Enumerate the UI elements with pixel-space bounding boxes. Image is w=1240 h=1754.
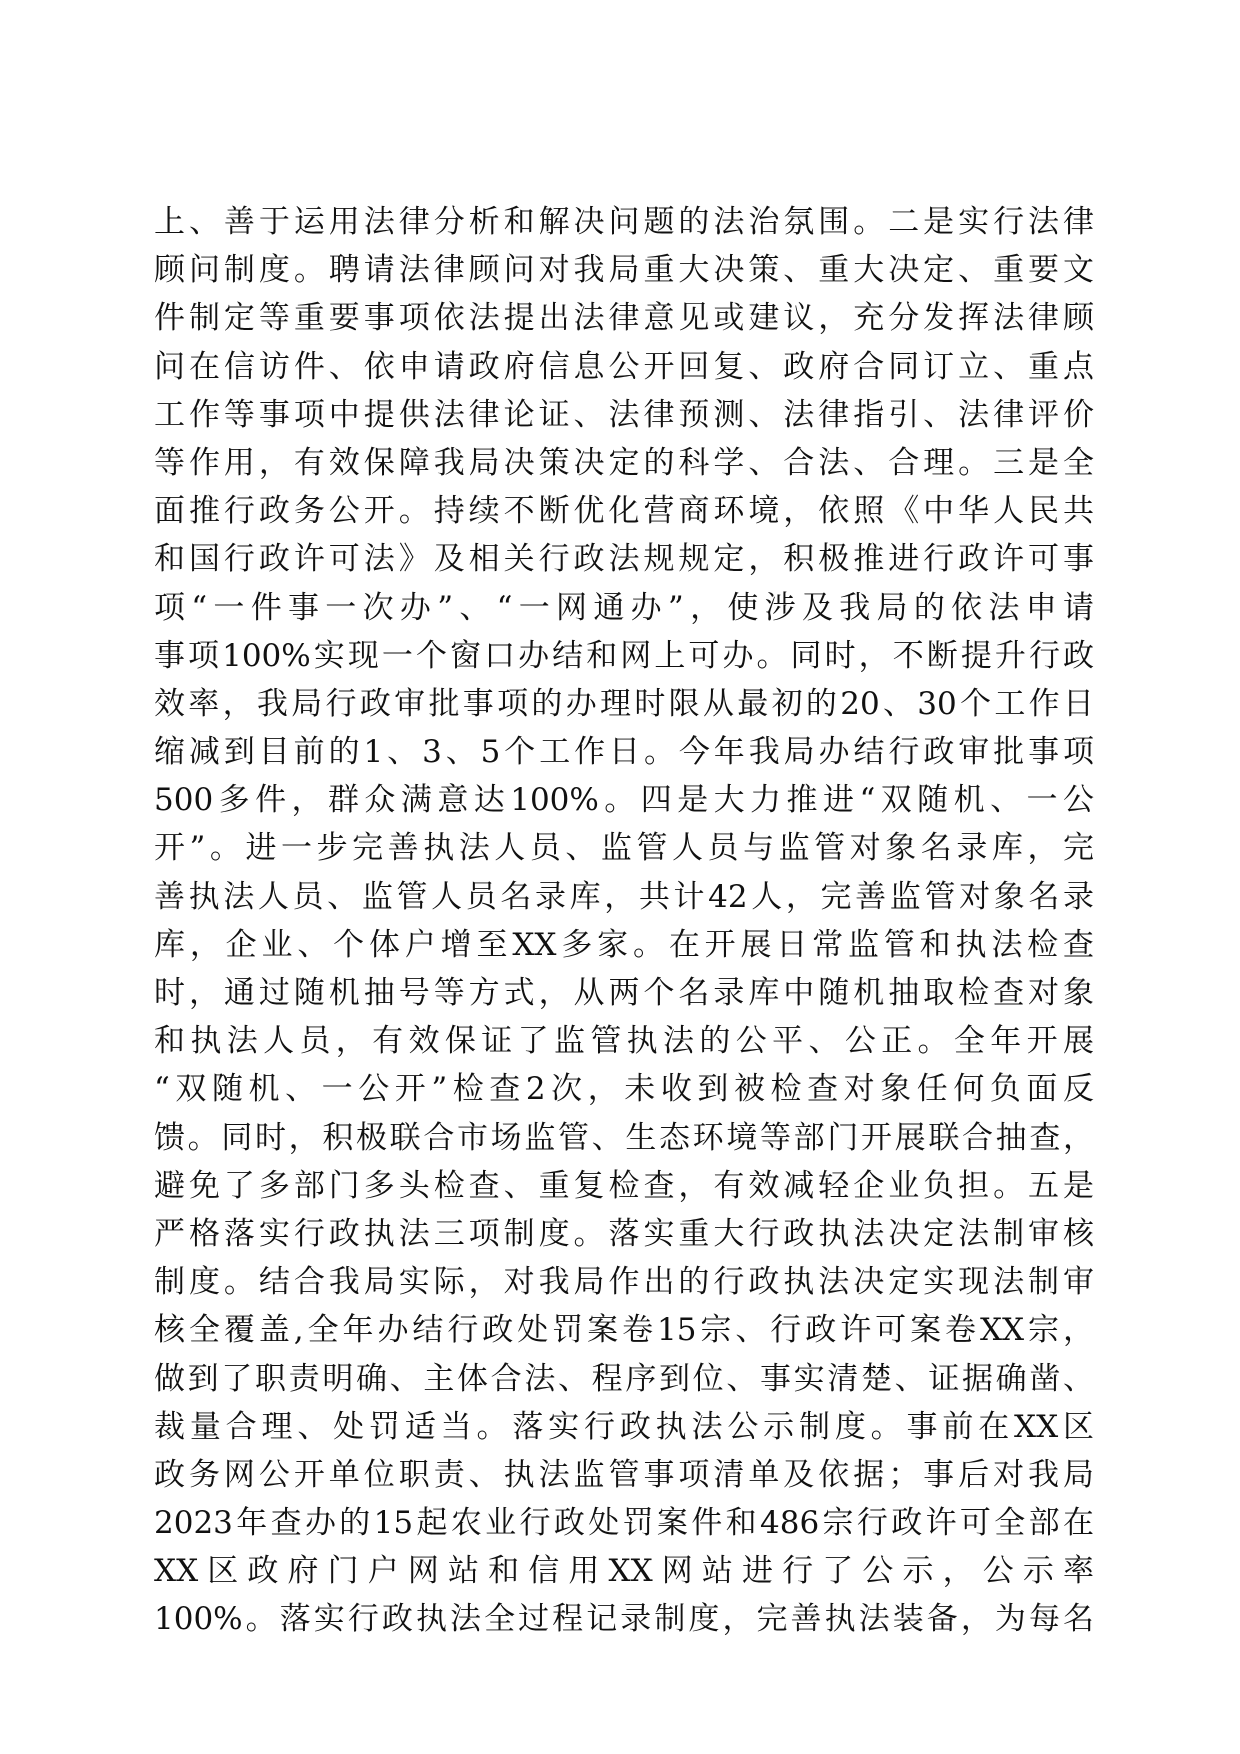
text-line-26: 裁量合理、处罚适当。落实行政执法公示制度。事前在XX区 xyxy=(154,1408,1094,1445)
text-line-27: 政务网公开单位职责、执法监管事项清单及依据；事后对我局 xyxy=(154,1456,1094,1493)
text-line-29: XX区政府门户网站和信用XX网站进行了公示，公示率 xyxy=(154,1553,1094,1590)
text-line-23: 制度。结合我局实际，对我局作出的行政执法决定实现法制审 xyxy=(154,1264,1094,1301)
text-line-4: 问在信访件、依申请政府信息公开回复、政府合同订立、重点 xyxy=(154,348,1094,385)
text-line-2: 顾问制度。聘请法律顾问对我局重大决策、重大决定、重要文 xyxy=(154,252,1094,289)
text-line-13: 500多件，群众满意达100%。四是大力推进“双随机、一公 xyxy=(154,782,1094,819)
text-line-1: 上、善于运用法律分析和解决问题的法治氛围。二是实行法律 xyxy=(154,204,1094,240)
text-line-9: 项“一件事一次办”、“一网通办”，使涉及我局的依法申请 xyxy=(154,589,1094,626)
text-line-25: 做到了职责明确、主体合法、程序到位、事实清楚、证据确凿、 xyxy=(154,1360,1094,1397)
text-line-10: 事项100%实现一个窗口办结和网上可办。同时，不断提升行政 xyxy=(154,637,1094,674)
text-line-6: 等作用，有效保障我局决策决定的科学、合法、合理。三是全 xyxy=(154,444,1094,481)
text-line-3: 件制定等重要事项依法提出法律意见或建议，充分发挥法律顾 xyxy=(154,300,1094,337)
text-line-28: 2023年查办的15起农业行政处罚案件和486宗行政许可全部在 xyxy=(154,1505,1094,1542)
text-line-11: 效率，我局行政审批事项的办理时限从最初的20、30个工作日 xyxy=(154,685,1094,722)
text-line-17: 时，通过随机抽号等方式，从两个名录库中随机抽取检查对象 xyxy=(154,975,1094,1011)
text-line-30: 100%。落实行政执法全过程记录制度，完善执法装备，为每名 xyxy=(154,1601,1094,1638)
text-line-5: 工作等事项中提供法律论证、法律预测、法律指引、法律评价 xyxy=(154,396,1094,433)
text-line-19: “双随机、一公开”检查2次，未收到被检查对象任何负面反 xyxy=(154,1071,1094,1108)
text-line-22: 严格落实行政执法三项制度。落实重大行政执法决定法制审核 xyxy=(154,1215,1094,1252)
body-text xyxy=(154,198,1094,1644)
text-line-24: 核全覆盖,全年办结行政处罚案卷15宗、行政许可案卷XX宗， xyxy=(154,1312,1094,1349)
text-line-21: 避免了多部门多头检查、重复检查，有效减轻企业负担。五是 xyxy=(154,1167,1094,1204)
text-line-18: 和执法人员，有效保证了监管执法的公平、公正。全年开展 xyxy=(154,1023,1094,1060)
text-line-14: 开”。进一步完善执法人员、监管人员与监管对象名录库，完 xyxy=(154,830,1094,867)
text-line-15: 善执法人员、监管人员名录库，共计42人，完善监管对象名录 xyxy=(154,878,1094,915)
text-line-20: 馈。同时，积极联合市场监管、生态环境等部门开展联合抽查， xyxy=(154,1119,1094,1156)
text-line-7: 面推行政务公开。持续不断优化营商环境，依照《中华人民共 xyxy=(154,493,1094,530)
text-line-16: 库，企业、个体户增至XX多家。在开展日常监管和执法检查 xyxy=(154,926,1094,963)
text-line-12: 缩减到目前的1、3、5个工作日。今年我局办结行政审批事项 xyxy=(154,734,1094,771)
text-line-8: 和国行政许可法》及相关行政法规规定，积极推进行政许可事 xyxy=(154,541,1094,578)
